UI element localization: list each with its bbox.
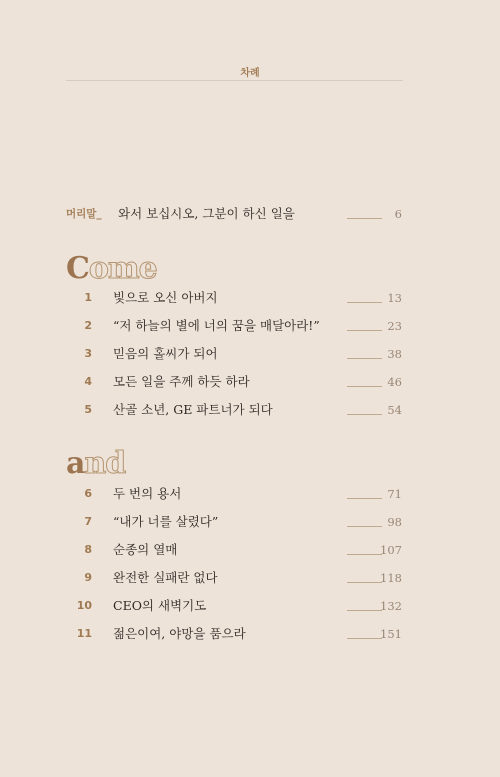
page-number: 54 [387,403,402,417]
section-heading-and [66,446,125,482]
toc-entry[interactable] [0,316,500,336]
chapter-number: 8 [84,543,92,556]
heading-initial: a [66,446,85,481]
chapter-title: 빛으로 오신 아버지 [113,290,218,305]
heading-rest: nd [84,446,126,481]
page-number: 118 [380,571,402,585]
chapter-number: 6 [84,487,92,500]
toc-entry[interactable] [0,372,500,392]
page-number: 107 [380,543,402,557]
section-heading-come [66,251,157,287]
chapter-title: 순종의 열매 [113,542,178,557]
chapter-number: 11 [76,627,92,640]
chapter-number: 7 [84,515,92,528]
chapter-title: 모든 일을 주께 하듯 하라 [113,374,250,389]
chapter-number: 1 [84,291,92,304]
page-number: 38 [387,347,402,361]
toc-entry[interactable] [0,400,500,420]
chapter-title: “내가 너를 살렸다” [113,514,219,529]
page-number: 23 [387,319,402,333]
toc-entry[interactable] [0,624,500,644]
toc-entry[interactable] [0,540,500,560]
preface-label: 머리말_ [66,208,102,220]
page-number: 98 [387,515,402,529]
toc-entry[interactable] [0,288,500,308]
heading-rest: ome [88,251,157,286]
chapter-number: 2 [84,319,92,332]
chapter-number: 10 [76,599,92,612]
toc-entry[interactable] [0,568,500,588]
toc-entry[interactable] [0,344,500,364]
preface-title: 와서 보십시오, 그분이 하신 일을 [118,206,295,221]
chapter-title: 산골 소년, GE 파트너가 되다 [113,402,273,417]
page-number: 13 [387,291,402,305]
page-number: 46 [387,375,402,389]
page-number: 151 [380,627,402,641]
chapter-title: 젊은이여, 야망을 품으라 [113,626,246,641]
chapter-number: 5 [84,403,92,416]
toc-entry[interactable] [0,512,500,532]
chapter-title: 두 번의 용서 [113,486,182,501]
header-divider [66,80,403,81]
chapter-number: 3 [84,347,92,360]
chapter-number: 9 [84,571,92,584]
chapter-title: “저 하늘의 별에 너의 꿈을 매달아라!” [113,318,320,333]
toc-entry[interactable] [0,596,500,616]
page-number: 6 [394,207,402,221]
heading-initial: C [66,251,89,286]
page-number: 132 [380,599,402,613]
chapter-title: CEO의 새벽기도 [113,598,207,613]
toc-entry[interactable] [0,484,500,504]
chapter-title: 믿음의 홀씨가 되어 [113,346,218,361]
chapter-title: 완전한 실패란 없다 [113,570,218,585]
page-header-title: 차례 [240,68,260,79]
chapter-number: 4 [84,375,92,388]
toc-entry-preface[interactable] [0,204,500,224]
page-number: 71 [387,487,402,501]
